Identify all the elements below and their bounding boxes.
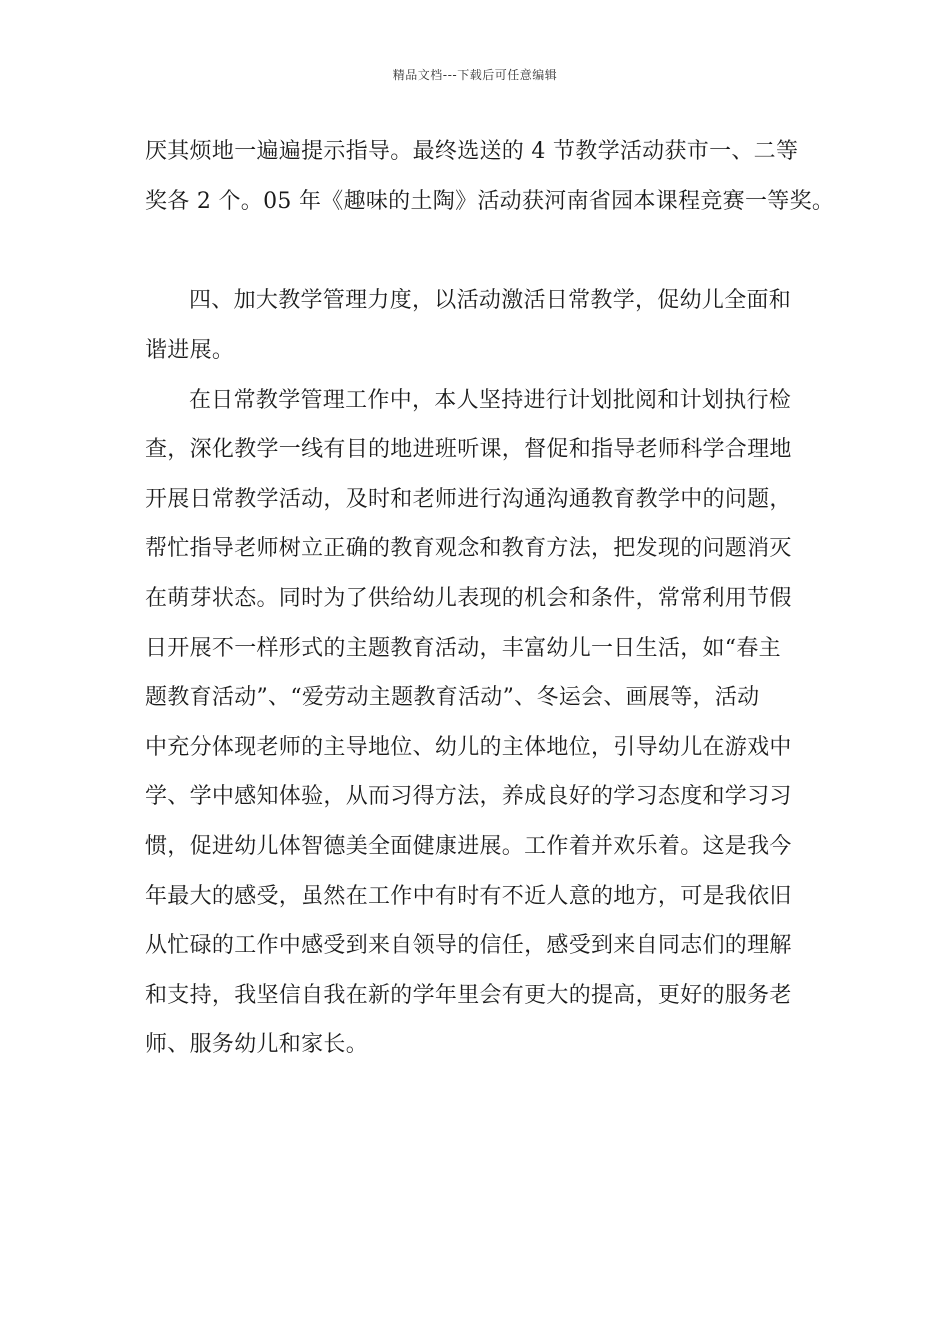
text-line: 四、加大教学管理力度，以活动激活日常教学，促幼儿全面和 <box>189 288 792 313</box>
text-line: 题教育活动”、“爱劳动主题教育活动”、冬运会、画展等，活动 <box>145 685 760 710</box>
page-header: 精品文档---下载后可任意编辑 <box>392 68 558 82</box>
text-line: 查，深化教学一线有目的地进班听课，督促和指导老师科学合理地 <box>145 437 792 462</box>
text-line: 学、学中感知体验，从而习得方法，养成良好的学习态度和学习习 <box>145 784 792 809</box>
text-line: 谐进展。 <box>145 338 235 363</box>
text-line: 师、服务幼儿和家长。 <box>145 1032 369 1057</box>
text-line: 开展日常教学活动，及时和老师进行沟通沟通教育教学中的问题， <box>145 487 792 512</box>
text-line: 和支持，我坚信自我在新的学年里会有更大的提高，更好的服务老 <box>145 983 792 1008</box>
text-line: 在日常教学管理工作中，本人坚持进行计划批阅和计划执行检 <box>189 388 792 413</box>
text-line: 从忙碌的工作中感受到来自领导的信任，感受到来自同志们的理解 <box>145 933 792 958</box>
text-line: 在萌芽状态。同时为了供给幼儿表现的机会和条件，常常利用节假 <box>145 586 792 611</box>
text-line: 年最大的感受，虽然在工作中有时有不近人意的地方，可是我依旧 <box>145 884 792 909</box>
text-line: 日开展不一样形式的主题教育活动，丰富幼儿一日生活，如“春主 <box>145 636 781 661</box>
text-line: 奖各 2 个。05 年《趣味的土陶》活动获河南省园本课程竞赛一等奖。 <box>145 189 835 214</box>
text-line: 厌其烦地一遍遍提示指导。最终选送的 4 节教学活动获市一、二等 <box>145 139 799 164</box>
text-line: 中充分体现老师的主导地位、幼儿的主体地位，引导幼儿在游戏中 <box>145 735 792 760</box>
text-line: 帮忙指导老师树立正确的教育观念和教育方法，把发现的问题消灭 <box>145 536 792 561</box>
text-line: 惯，促进幼儿体智德美全面健康进展。工作着并欢乐着。这是我今 <box>145 834 792 859</box>
